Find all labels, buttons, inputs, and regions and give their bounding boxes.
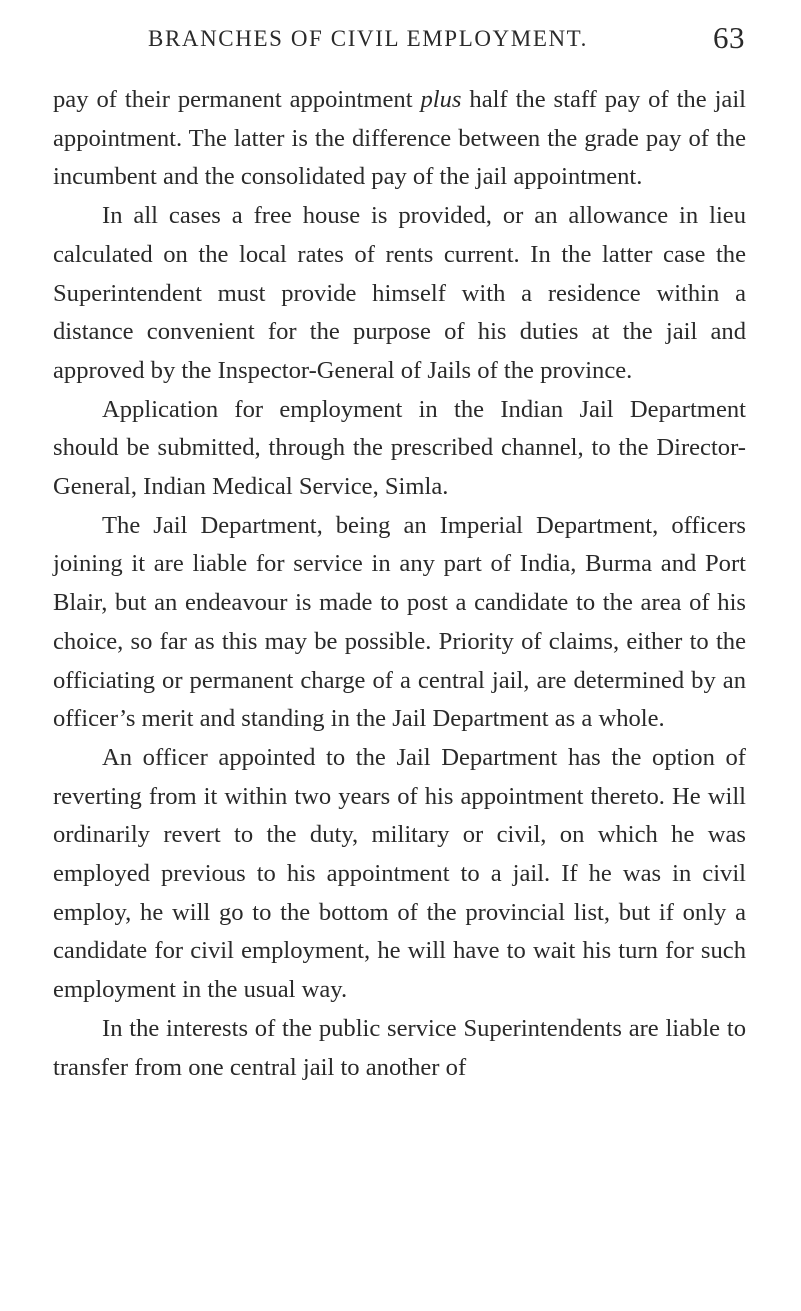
- paragraph-imperial-department: The Jail Department, being an Imperial Department, officers joining it are liable for service in any part of India, Burma and Port Blair, but an endeavour is made to post a candidate to the area of his choice, so far as this may be possible. Priority of claims, either to the officiating or permanent charge of a central jail, are determined by an officer’s merit and standing in the Jail Department as a whole.: [53, 511, 746, 733]
- emphasis-plus: plus: [420, 86, 462, 113]
- paragraph-reverting-option: An officer appointed to the Jail Department has the option of reverting from it within two years of his appointment thereto. He will ordinarily revert to the duty, military or civil, on which he was employed previous to his appointment to a jail. If he was in civil employ, he will go to the bottom of the provincial list, but if only a candidate for civil employment, he will have to wait his turn for such employment in the usual way.: [53, 743, 746, 1004]
- running-header: [52, 20, 745, 60]
- paragraph-text: half the staff pay of the jail appointment. The latter is the difference between the grade pay of the incumbent and the consolidated pay of the jail appointment.: [53, 86, 746, 191]
- paragraph-text: pay of their permanent appointment: [53, 86, 421, 113]
- body-text: [53, 81, 746, 1087]
- page-number: 63: [713, 20, 745, 55]
- paragraph-application: Application for employment in the Indian Jail Department should be submitted, through the prescribed channel, to the Director-General, Indian Medical Service, Simla.: [53, 395, 746, 501]
- running-title: BRANCHES OF CIVIL EMPLOYMENT.: [148, 26, 588, 51]
- paragraph-transfer: In the interests of the public service Superintendents are liable to transfer from one central jail to another of: [53, 1014, 746, 1081]
- paragraph-pay-continuation: [53, 81, 746, 197]
- paragraph-free-house: In all cases a free house is provided, or an allowance in lieu calculated on the local rates of rents current. In the latter case the Superintendent must provide himself with a residence within a distance convenient for the purpose of his duties at the jail and approved by the Inspector-General of Jails of the province.: [53, 202, 746, 384]
